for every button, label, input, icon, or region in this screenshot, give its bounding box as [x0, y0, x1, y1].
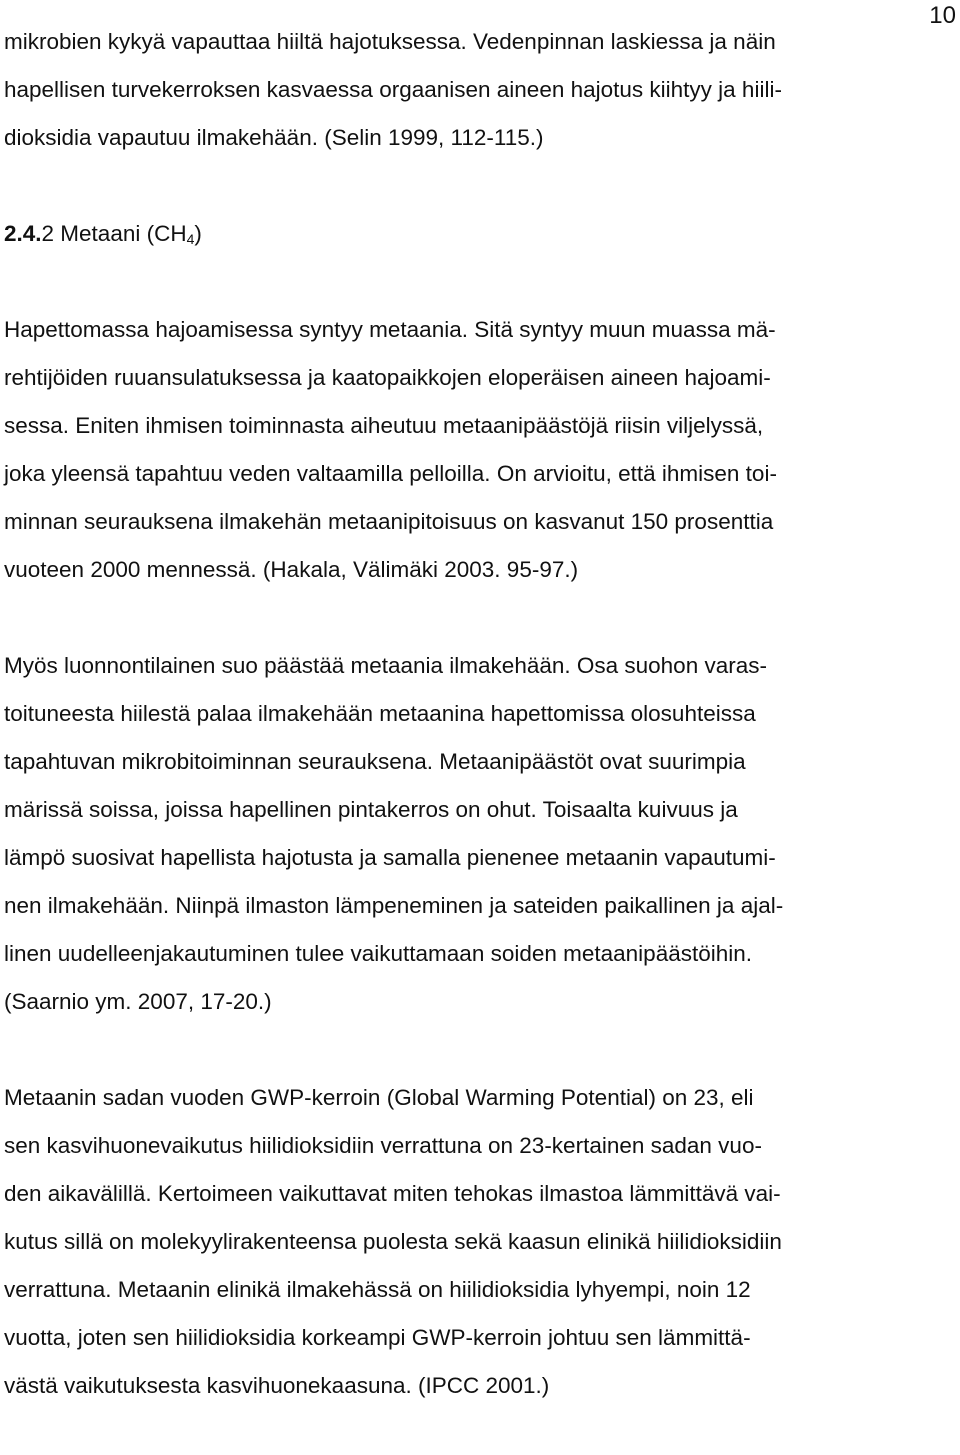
section-title-text: 2 Metaani (CH	[41, 221, 187, 246]
paragraph-2	[4, 306, 956, 594]
page-number: 10	[929, 2, 956, 29]
paragraph-line: sessa. Eniten ihmisen toiminnasta aiheutuu metaanipäästöjä riisin viljelyssä,	[4, 413, 764, 438]
paragraph-line: märissä soissa, joissa hapellinen pintakerros on ohut. Toisaalta kuivuus ja	[4, 797, 738, 822]
paragraph-line: rehtijöiden ruuansulatuksessa ja kaatopaikkojen eloperäisen aineen hajoami-	[4, 365, 771, 390]
paragraph-line: verrattuna. Metaanin elinikä ilmakehässä on hiilidioksidia lyhyempi, noin 12	[4, 1277, 751, 1302]
paragraph-line: sen kasvihuonevaikutus hiilidioksidiin verrattuna on 23-kertainen sadan vuo-	[4, 1133, 762, 1158]
section-title	[42, 221, 202, 246]
paragraph-line: dioksidia vapautuu ilmakehään. (Selin 1999, 112-115.)	[4, 125, 544, 150]
paragraph-line: vuoteen 2000 mennessä. (Hakala, Välimäki 2003. 95-97.)	[4, 557, 579, 582]
paragraph-line: västä vaikutuksesta kasvihuonekaasuna. (IPCC 2001.)	[4, 1373, 550, 1398]
paragraph-line: joka yleensä tapahtuu veden valtaamilla pelloilla. On arvioitu, että ihmisen toi-	[4, 461, 777, 486]
paragraph-line: nen ilmakehään. Niinpä ilmaston lämpeneminen ja sateiden paikallinen ja ajal-	[4, 893, 784, 918]
paragraph-3	[4, 642, 956, 1026]
paragraph-line: vuotta, joten sen hiilidioksidia korkeampi GWP-kerroin johtuu sen lämmittä-	[4, 1325, 751, 1350]
document-body	[4, 18, 956, 1410]
paragraph-line: den aikavälillä. Kertoimeen vaikuttavat miten tehokas ilmastoa lämmittävä vai-	[4, 1181, 781, 1206]
paragraph-line: hapellisen turvekerroksen kasvaessa orgaanisen aineen hajotus kiihtyy ja hiili-	[4, 77, 782, 102]
section-heading	[4, 210, 956, 258]
paragraph-line: Hapettomassa hajoamisessa syntyy metaania. Sitä syntyy muun muassa mä-	[4, 317, 776, 342]
paragraph-1	[4, 18, 956, 162]
paragraph-line: toituneesta hiilestä palaa ilmakehään metaanina hapettomissa olosuhteissa	[4, 701, 756, 726]
section-title-close: )	[194, 221, 202, 246]
paragraph-line: mikrobien kykyä vapauttaa hiiltä hajotuksessa. Vedenpinnan laskiessa ja näin	[4, 29, 776, 54]
section-number: 2.4.	[4, 221, 42, 246]
paragraph-line: minnan seurauksena ilmakehän metaanipitoisuus on kasvanut 150 prosenttia	[4, 509, 774, 534]
paragraph-line: linen uudelleenjakautuminen tulee vaikuttamaan soiden metaanipäästöihin.	[4, 941, 753, 966]
paragraph-line: Myös luonnontilainen suo päästää metaania ilmakehään. Osa suohon varas-	[4, 653, 767, 678]
paragraph-line: Metaanin sadan vuoden GWP-kerroin (Global Warming Potential) on 23, eli	[4, 1085, 754, 1110]
paragraph-line: lämpö suosivat hapellista hajotusta ja samalla pienenee metaanin vapautumi-	[4, 845, 776, 870]
subscript-4: 4	[186, 231, 195, 247]
paragraph-line: tapahtuvan mikrobitoiminnan seurauksena. Metaanipäästöt ovat suurimpia	[4, 749, 746, 774]
paragraph-line: kutus sillä on molekyylirakenteensa puolesta sekä kaasun elinikä hiilidioksidiin	[4, 1229, 782, 1254]
paragraph-line: (Saarnio ym. 2007, 17-20.)	[4, 989, 272, 1014]
paragraph-4	[4, 1074, 956, 1410]
